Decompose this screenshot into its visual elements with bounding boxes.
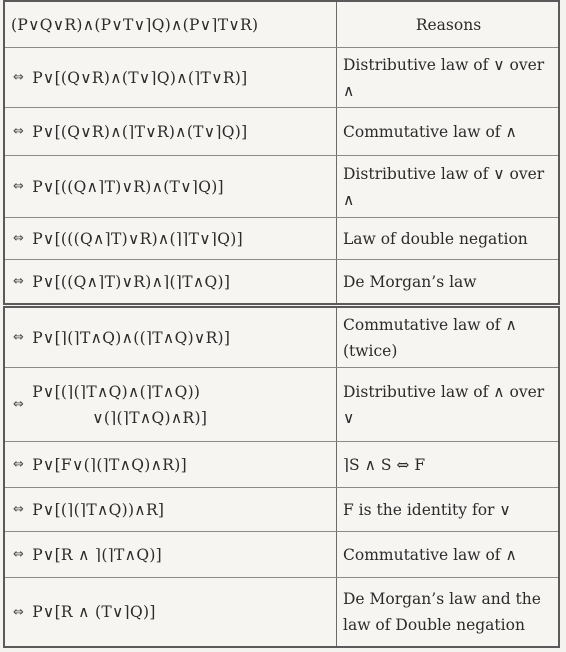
equivalence-arrow-icon: ⇔ xyxy=(13,547,25,562)
step-expression: P∨[(Q∨R)∧(T∨⌉Q)∧(⌉T∨R)] xyxy=(32,68,248,87)
step-reason-cell xyxy=(337,156,558,217)
step-reason-cell xyxy=(337,368,558,441)
table-row xyxy=(5,48,558,108)
step-expression: P∨[((Q∧⌉T)∨R)∧⌉(⌉T∧Q)] xyxy=(32,272,231,291)
step-reason-cell xyxy=(337,108,558,155)
step-expression-cell xyxy=(5,260,337,303)
step-expression-cell xyxy=(5,532,337,577)
step-reason: De Morgan’s law and the law of Double negation xyxy=(343,590,541,634)
step-expression-cell xyxy=(5,488,337,531)
step-expression-cell xyxy=(5,48,337,107)
step-expression: P∨[F∨(⌉(⌉T∧Q)∧R)] xyxy=(32,455,187,474)
equivalence-arrow-icon: ⇔ xyxy=(13,330,25,345)
step-expression-cell xyxy=(5,578,337,646)
step-reason: Commutative law of ∧ (twice) xyxy=(343,315,517,360)
table-header-row xyxy=(5,2,558,48)
table-row xyxy=(5,308,558,368)
step-reason-cell xyxy=(337,442,558,487)
step-reason: Distributive law of ∨ over ∧ xyxy=(343,164,545,209)
table-row xyxy=(5,260,558,303)
step-expression: P∨[R ∧ (T∨⌉Q)] xyxy=(32,603,156,621)
step-expression-two-line xyxy=(32,379,207,431)
step-expression: P∨[(⌉(⌉T∧Q))∧R] xyxy=(32,500,165,519)
step-expression-continuation: ∨(⌉(⌉T∧Q)∧R)] xyxy=(92,408,208,427)
table-row xyxy=(5,442,558,488)
proof-table-part-2 xyxy=(3,306,560,648)
table-row xyxy=(5,488,558,532)
step-expression-cell xyxy=(5,108,337,155)
step-reason-cell xyxy=(337,260,558,303)
table-row xyxy=(5,108,558,156)
step-expression-cell xyxy=(5,308,337,367)
step-expression: P∨[(((Q∧⌉T)∨R)∧(⌉⌉T∨⌉Q)] xyxy=(32,229,243,248)
header-reasons: Reasons xyxy=(415,15,482,34)
table-row xyxy=(5,218,558,260)
table-row xyxy=(5,368,558,442)
table-row xyxy=(5,156,558,218)
step-reason: De Morgan’s law xyxy=(343,272,477,291)
step-reason-cell xyxy=(337,218,558,259)
step-reason-cell xyxy=(337,532,558,577)
equivalence-arrow-icon: ⇔ xyxy=(13,124,25,139)
step-expression: P∨[R ∧ ⌉(⌉T∧Q)] xyxy=(32,545,163,564)
step-expression-cell xyxy=(5,218,337,259)
proof-table-part-1 xyxy=(3,0,560,305)
step-reason: Commutative law of ∧ xyxy=(343,545,517,564)
step-reason-cell xyxy=(337,48,558,107)
step-reason: Distributive law of ∧ over ∨ xyxy=(343,382,545,427)
step-reason-cell xyxy=(337,578,558,646)
step-expression-cell xyxy=(5,368,337,441)
step-reason: Commutative law of ∧ xyxy=(343,122,517,141)
step-reason: Distributive law of ∨ over ∧ xyxy=(343,55,545,100)
step-reason-cell xyxy=(337,488,558,531)
equivalence-arrow-icon: ⇔ xyxy=(13,397,25,412)
equivalence-arrow-icon: ⇔ xyxy=(13,179,25,194)
table-row xyxy=(5,578,558,646)
step-reason: ⌉S ∧ S ⇔ F xyxy=(343,455,426,474)
equivalence-arrow-icon: ⇔ xyxy=(13,274,25,289)
step-expression: P∨[⌉(⌉T∧Q)∧((⌉T∧Q)∨R)] xyxy=(32,328,231,347)
step-reason: Law of double negation xyxy=(343,229,528,248)
step-expression: P∨[(Q∨R)∧(⌉T∨R)∧(T∨⌉Q)] xyxy=(32,122,248,141)
step-reason-cell xyxy=(337,308,558,367)
step-expression-cell xyxy=(5,442,337,487)
step-expression: P∨[(⌉(⌉T∧Q)∧(⌉T∧Q)) xyxy=(32,382,201,401)
header-expression: (P∨Q∨R)∧(P∨T∨⌉Q)∧(P∨⌉T∨R) xyxy=(5,2,337,47)
table-row xyxy=(5,532,558,578)
step-expression-cell xyxy=(5,156,337,217)
equivalence-arrow-icon: ⇔ xyxy=(13,231,25,246)
equivalence-arrow-icon: ⇔ xyxy=(13,604,25,620)
step-reason: F is the identity for ∨ xyxy=(343,500,511,519)
equivalence-arrow-icon: ⇔ xyxy=(13,70,25,85)
equivalence-arrow-icon: ⇔ xyxy=(13,457,25,472)
step-expression: P∨[((Q∧⌉T)∨R)∧(T∨⌉Q)] xyxy=(32,177,224,196)
equivalence-arrow-icon: ⇔ xyxy=(13,502,25,517)
